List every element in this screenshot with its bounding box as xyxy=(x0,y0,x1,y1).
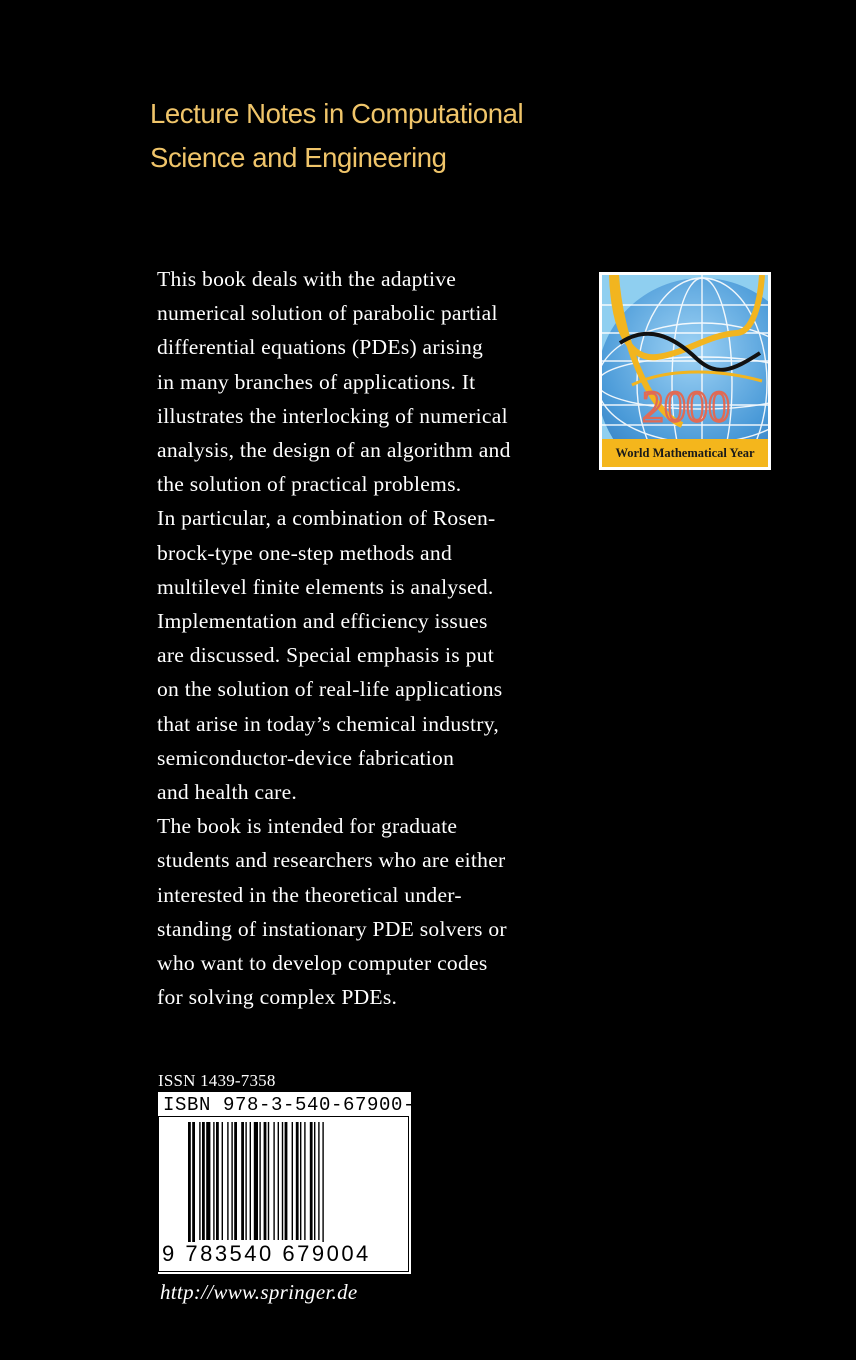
description-line: the solution of practical problems. xyxy=(157,472,462,497)
barcode-bar xyxy=(310,1122,313,1240)
description-line: students and researchers who are either xyxy=(157,848,506,873)
barcode-bar xyxy=(314,1122,315,1240)
barcode-bar xyxy=(231,1122,232,1240)
barcode-bar xyxy=(213,1122,214,1240)
series-title-line-2: Science and Engineering xyxy=(150,142,447,173)
description-line: This book deals with the adaptive xyxy=(157,267,457,291)
series-title-line-1: Lecture Notes in Computational xyxy=(150,98,524,129)
description-line: who want to develop computer codes xyxy=(157,951,488,976)
barcode-bar xyxy=(234,1122,237,1240)
description-line: Implementation and efficiency issues xyxy=(157,609,488,634)
description-line: are discussed. Special emphasis is put xyxy=(157,643,494,668)
description-line: multilevel finite elements is analysed. xyxy=(157,574,494,599)
description-line: brock-type one-step methods and xyxy=(157,540,452,565)
description-line: semiconductor-device fabrication xyxy=(157,745,455,770)
description-line: on the solution of real-life applications xyxy=(157,677,503,702)
barcode-bar xyxy=(199,1122,200,1240)
barcode-bar xyxy=(227,1122,228,1240)
issn-number: ISSN 1439-7358 xyxy=(158,1071,276,1090)
barcode-bar xyxy=(254,1122,258,1240)
description-line: and health care. xyxy=(157,780,298,805)
barcode-bar xyxy=(245,1122,246,1240)
barcode-bar xyxy=(259,1122,260,1240)
description-line: illustrates the interlocking of numerical xyxy=(157,403,508,428)
description-line: differential equations (PDEs) arising xyxy=(157,335,484,360)
description-line: for solving complex PDEs. xyxy=(157,985,398,1010)
barcode-bar xyxy=(222,1122,223,1240)
barcode-bar xyxy=(268,1122,269,1240)
book-description xyxy=(157,262,577,1014)
description-line: analysis, the design of an algorithm and xyxy=(157,438,511,463)
description-line: interested in the theoretical under- xyxy=(157,882,462,907)
series-title xyxy=(150,92,523,180)
badge-year: 2000 xyxy=(642,382,730,431)
badge-caption: World Mathematical Year xyxy=(602,439,768,467)
barcode-bar xyxy=(241,1122,244,1240)
barcode-bar xyxy=(278,1122,279,1240)
description-line: standing of instationary PDE solvers or xyxy=(157,916,507,941)
isbn-barcode xyxy=(158,1092,428,1274)
barcode-bar xyxy=(318,1122,319,1240)
barcode-bar xyxy=(304,1122,305,1240)
barcode-bar xyxy=(273,1122,274,1240)
description-line: In particular, a combination of Rosen- xyxy=(157,506,496,531)
barcode-bar xyxy=(202,1122,205,1240)
description-line: The book is intended for graduate xyxy=(157,814,458,839)
publisher-url: http://www.springer.de xyxy=(160,1280,358,1304)
description-line: that arise in today’s chemical industry, xyxy=(157,711,500,736)
barcode-bar xyxy=(296,1122,299,1240)
barcode-bar xyxy=(206,1122,210,1240)
isbn-label: ISBN 978-3-540-67900-4 xyxy=(163,1094,428,1116)
world-mathematical-year-logo xyxy=(599,272,771,470)
barcode-bar xyxy=(292,1122,293,1240)
barcode-bar xyxy=(250,1122,251,1240)
globe-graphic xyxy=(602,275,768,439)
description-line: numerical solution of parabolic partial xyxy=(157,301,498,326)
barcode-bar xyxy=(216,1122,219,1240)
barcode-bar xyxy=(282,1122,283,1240)
barcode-bar xyxy=(264,1122,267,1240)
barcode-bar xyxy=(285,1122,288,1240)
ean-digits: 9 783540 679004 xyxy=(162,1242,374,1266)
barcode-bar xyxy=(300,1122,301,1240)
description-line: in many branches of applications. It xyxy=(157,369,476,394)
